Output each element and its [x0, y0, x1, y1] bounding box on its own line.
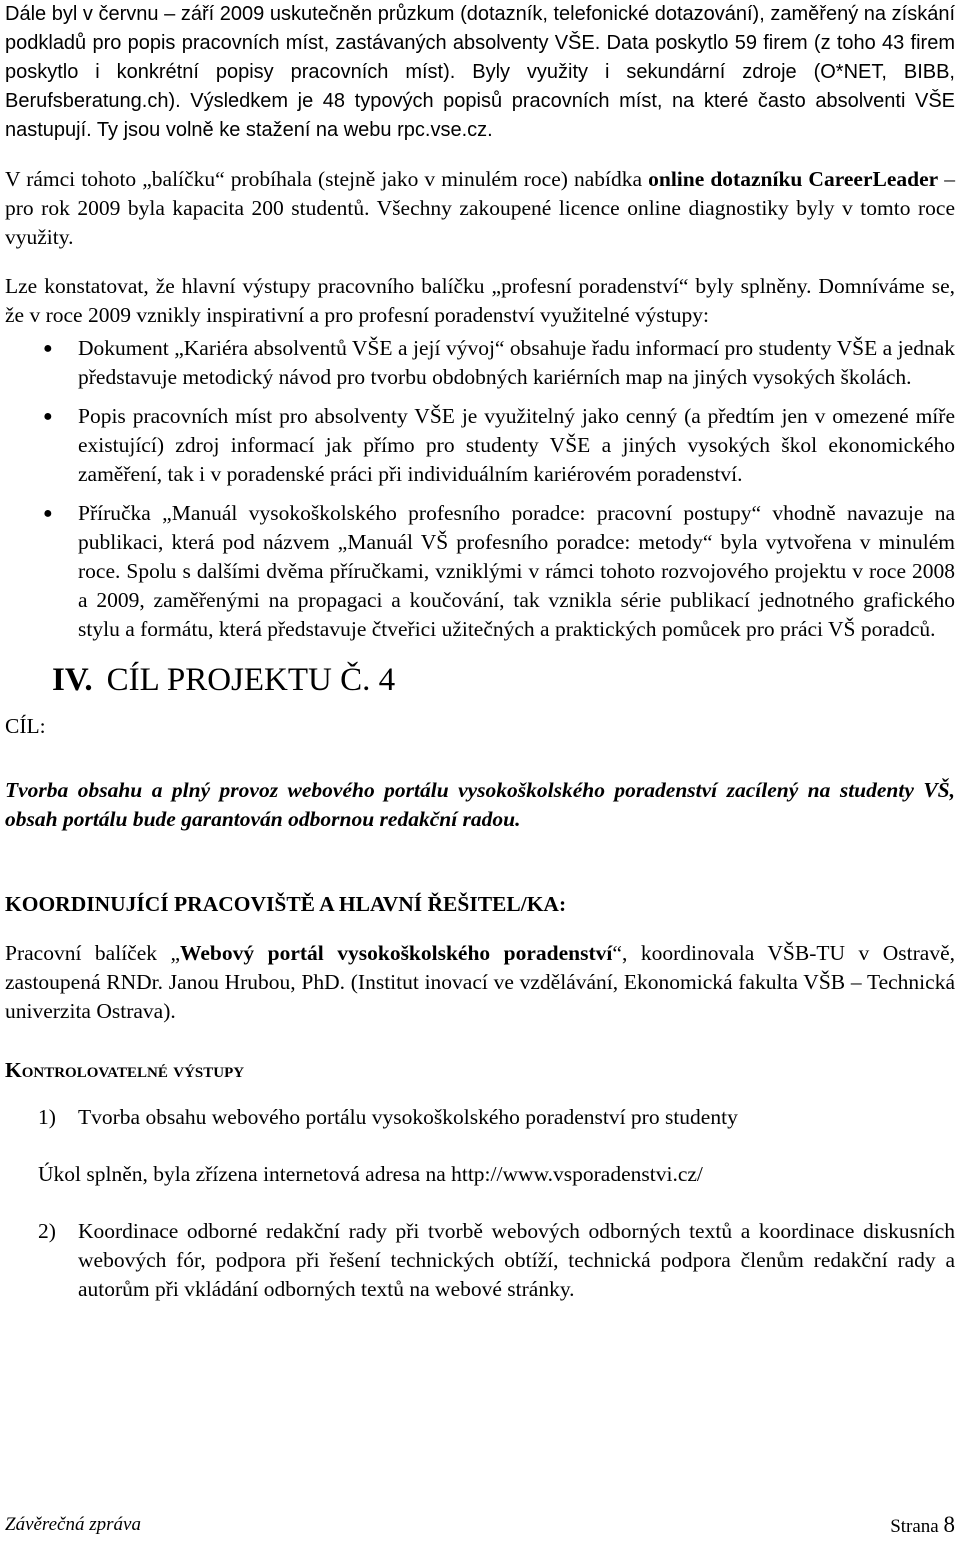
- bullet-icon: ●: [43, 340, 53, 357]
- task-item: 2) Koordinace odborné redakční rady při tvorbě webových odborných textů a koordinace diskusních webových fór, podpora při řešení technických obtíží, technická podpora členům redakční rady a autorům při vkládání odborných textů na webové stránky.: [38, 1219, 955, 1301]
- chapter-heading-row: [5, 654, 955, 746]
- bullet-item: ● Dokument „Kariéra absolventů VŠE a její vývoj“ obsahuje řadu informací pro studenty VŠE a jednak představuje metodický návod pro tvorbu obdobných kariérních map na jiných vysokých školách.: [43, 336, 955, 389]
- page-number: 8: [943, 1512, 955, 1537]
- task-number: 2): [38, 1219, 56, 1243]
- coordination-heading: KOORDINUJÍCÍ PRACOVIŠTĚ A HLAVNÍ ŘEŠITEL/KA:: [5, 892, 567, 916]
- bullet-icon: ●: [43, 505, 53, 522]
- careerleader-paragraph: V rámci tohoto „balíčku“ probíhala (stejně jako v minulém roce) nabídka online dotazníku CareerLeader – pro rok 2009 byla kapacita 200 studentů. Všechny zakoupené licence online diagnostiky byly v tomto roce využity.: [5, 167, 955, 249]
- bullet-item: ● Popis pracovních míst pro absolventy VŠE je využitelný jako cenný (a předtím jen v omezené míře existující) zdroj informací jak přímo pro studenty VŠE a jiných vysokých škol ekonomického zaměření, tak i v poradenské práci při individuálním kariérovém poradenství.: [43, 404, 955, 486]
- bullet-item: ● Příručka „Manuál vysokoškolského profesního poradce: pracovní postupy“ vhodně navazuje na publikaci, která pod názvem „Manuál VŠ profesního poradce: metody“ byla vytvořena v minulém roce. Spolu s dalšími dvěma příručkami, vzniklými v rámci tohoto rozvojového projektu v roce 2008 a 2009, zaměřenými na propagaci a koučování, tak vznikla série publikací jednotného grafického stylu a formátu, která představuje čtveřici užitečných a praktických pomůcek pro práci VŠ poradců.: [43, 501, 955, 641]
- footer-title: Závěrečná zpráva: [5, 1514, 141, 1535]
- page-number-label: Strana 8: [890, 1512, 955, 1537]
- careerleader-bold: online dotazníku CareerLeader: [648, 167, 939, 191]
- document-page: [5, 0, 955, 1304]
- work-package-name: Webový portál vysokoškolského poradenství: [180, 941, 613, 965]
- goal-text: Tvorba obsahu a plný provoz webového portálu vysokoškolského poradenství zacílený na studenty VŠ, obsah portálu bude garantován odbornou redakční radou.: [5, 778, 955, 831]
- coordination-paragraph: Pracovní balíček „Webový portál vysokoškolského poradenství“, koordinovala VŠB-TU v Ostravě, zastoupená RNDr. Janou Hrubou, PhD. (Institut inovací ve vzdělávání, Ekonomická fakulta VŠB – Technická univerzita Ostrava).: [5, 941, 956, 1023]
- task1-result: Úkol splněn, byla zřízena internetová adresa na http://www.vsporadenstvi.cz/: [38, 1162, 703, 1186]
- task-item: 1) Tvorba obsahu webového portálu vysokoškolského poradenství pro studenty: [5, 1103, 955, 1132]
- verifiable-outputs-heading: Kontrolovatelné výstupy: [5, 1058, 245, 1082]
- bullet-icon: ●: [43, 408, 53, 425]
- goal-label: CÍL:: [5, 714, 46, 738]
- outputs-bullet-list: [5, 334, 955, 644]
- task-list: [5, 1217, 955, 1304]
- conclusion-paragraph: Lze konstatovat, že hlavní výstupy pracovního balíčku „profesní poradenství“ byly splněny. Domníváme se, že v roce 2009 vznikly inspirativní a pro profesní poradenství využitelné výstupy:: [5, 274, 955, 327]
- page-footer: [5, 1510, 955, 1539]
- task-number: 1): [38, 1105, 56, 1129]
- survey-paragraph: Dále byl v červnu – září 2009 uskutečněn průzkum (dotazník, telefonické dotazování), zaměřený na získání podkladů pro popis pracovních míst, zastávaných absolventy VŠE. Data poskytlo 59 firem (z toho 43 firem poskytlo i konkrétní popisy pracovních míst). Byly využity i sekundární zdroje (O*NET, BIBB, Berufsberatung.ch). Výsledkem je 48 typových popisů pracovních míst, na které často absolventi VŠE nastupují. Ty jsou volně ke stažení na webu rpc.vse.cz.: [5, 3, 955, 141]
- chapter-heading: [52, 660, 395, 700]
- chapter-number: IV.: [52, 662, 93, 698]
- task-list: [5, 1103, 955, 1132]
- chapter-title: CÍL PROJEKTU Č. 4: [106, 662, 396, 698]
